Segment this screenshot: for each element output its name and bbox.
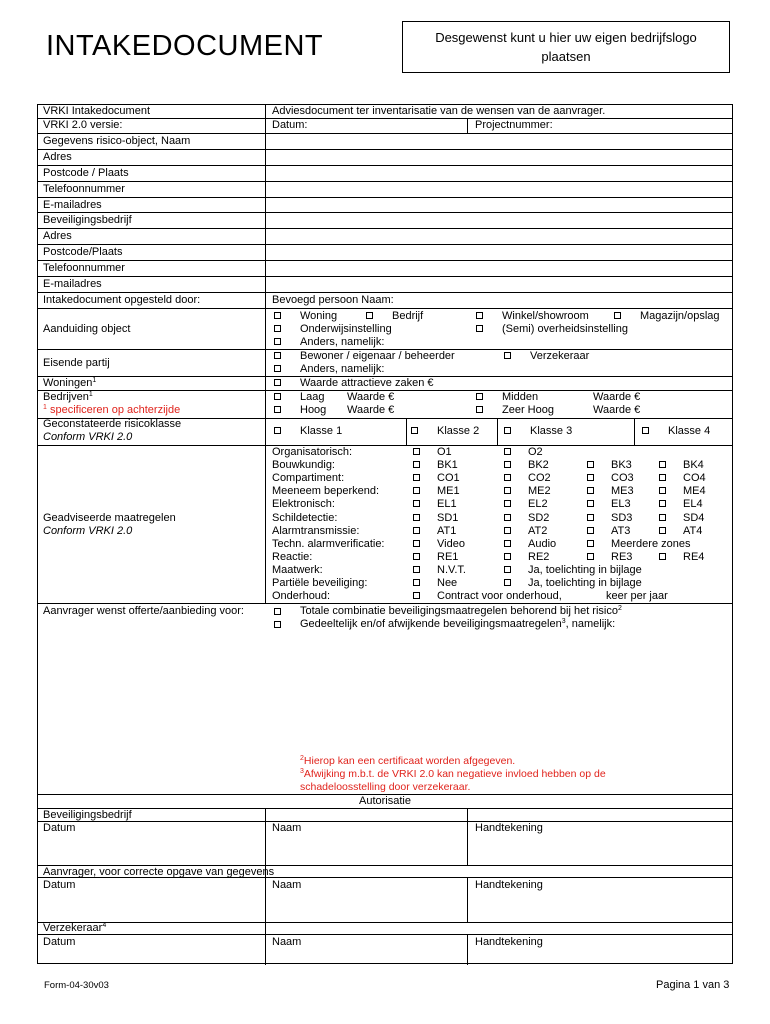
row-line	[38, 133, 732, 134]
bevoegd-persoon-label[interactable]: Bevoegd persoon Naam:	[272, 294, 394, 306]
maatregel-checkbox[interactable]	[659, 500, 666, 507]
checkbox-verzekeraar[interactable]	[504, 352, 511, 359]
row-line	[38, 934, 732, 935]
auth-verzekeraar-handtekening[interactable]: Handtekening	[475, 936, 543, 948]
autorisatie-title: Autorisatie	[359, 795, 411, 807]
maatregel-option: Ja, toelichting in bijlage	[528, 577, 642, 589]
maatregel-option: BK2	[528, 459, 549, 472]
maatregel-option: AT4	[683, 524, 703, 537]
col-divider-k2	[406, 418, 407, 445]
winkel-label: Winkel/showroom	[502, 310, 589, 322]
checkbox-onderwijs[interactable]	[274, 325, 281, 332]
maatregel-checkbox[interactable]	[413, 592, 420, 599]
maatregel-label: Partiële beveiliging:	[272, 577, 368, 589]
offerte-opt1-text: Totale combinatie beveiligingsmaatregelen behorend bij het risico	[300, 605, 618, 617]
checkbox-klasse-4[interactable]	[642, 427, 649, 434]
maatregel-checkbox[interactable]	[587, 514, 594, 521]
midden-label: Midden	[502, 391, 539, 403]
klasse-1-label: Klasse 1	[300, 425, 343, 437]
offerte-opt2-tail: , namelijk:	[565, 618, 616, 630]
hoog-waarde-label: Waarde €	[347, 404, 395, 416]
maatregel-option: Meerdere zones	[611, 537, 691, 550]
maatregel-checkbox[interactable]	[413, 474, 420, 481]
maatregel-checkbox[interactable]	[413, 514, 420, 521]
checkbox-woning[interactable]	[274, 312, 281, 319]
auth-bb-naam[interactable]: Naam	[272, 822, 302, 834]
maatregel-label: Onderhoud:	[272, 590, 331, 603]
col-divider-sig3	[467, 934, 468, 965]
col-divider-k4	[634, 418, 635, 445]
email-label: E-mailadres	[43, 199, 102, 211]
woningen-text: Woningen	[43, 377, 93, 389]
bedrijven-note-text: specificeren op achterzijde	[49, 404, 181, 416]
auth-verzekeraar-naam[interactable]: Naam	[272, 936, 302, 948]
footnote-3-mark: 3	[300, 768, 304, 775]
adres2-label: Adres	[43, 230, 72, 242]
maatregel-option: CO3	[611, 472, 634, 485]
row-line	[38, 922, 732, 923]
maatregel-checkbox[interactable]	[587, 553, 594, 560]
col-divider-k3	[497, 418, 498, 445]
footnote-1-mark: 1	[92, 377, 97, 384]
maatregel-option: ME3	[611, 485, 634, 498]
auth-verzekeraar-label	[43, 922, 106, 935]
klasse-4-label: Klasse 4	[668, 425, 711, 437]
auth-verzekeraar-text: Verzekeraar	[43, 922, 103, 934]
auth-bb-handtekening[interactable]: Handtekening	[475, 822, 543, 834]
maatregel-option: AT2	[528, 524, 548, 537]
row-line	[38, 308, 732, 309]
intake-label: VRKI Intakedocument	[43, 105, 151, 117]
laag-label: Laag	[300, 391, 325, 403]
maatregel-checkbox[interactable]	[587, 540, 594, 547]
maatregel-checkbox[interactable]	[413, 566, 420, 573]
datum-label[interactable]: Datum:	[272, 119, 308, 131]
midden-waarde-label: Waarde €	[593, 391, 641, 403]
risicoklasse-label: Geconstateerde risicoklasse	[43, 418, 182, 430]
maatregel-label: Alarmtransmissie:	[272, 524, 360, 537]
maatregel-option: RE4	[683, 550, 705, 563]
maatregel-checkbox[interactable]	[413, 553, 420, 560]
intake-value: Adviesdocument ter inventarisatie van de wensen van de aanvrager.	[272, 105, 606, 117]
maatregel-checkbox[interactable]	[504, 566, 511, 573]
opgesteld-door-label: Intakedocument opgesteld door:	[43, 294, 201, 306]
maatregel-checkbox[interactable]	[659, 553, 666, 560]
row-line	[38, 244, 732, 245]
maatregel-label: Maatwerk:	[272, 563, 323, 576]
checkbox-winkel[interactable]	[476, 312, 483, 319]
footnote-2-note	[300, 755, 515, 768]
anders-object-label: Anders, namelijk:	[300, 336, 385, 348]
auth-aanvrager-label: Aanvrager, voor correcte opgave van gegevens	[43, 866, 275, 878]
maatregel-option: Contract voor onderhoud,	[437, 590, 562, 603]
maatregel-label: Reactie:	[272, 550, 313, 563]
checkbox-woningen-waarde[interactable]	[274, 379, 281, 386]
laag-waarde-label: Waarde €	[347, 391, 395, 403]
maatregel-checkbox[interactable]	[504, 579, 511, 586]
maatregel-option: CO2	[528, 472, 551, 485]
col-divider-project	[467, 118, 468, 133]
maatregel-option: EL2	[528, 498, 548, 511]
col-divider-auth	[265, 808, 266, 965]
maatregel-checkbox[interactable]	[659, 474, 666, 481]
row-line	[38, 181, 732, 182]
auth-aanvrager-handtekening[interactable]: Handtekening	[475, 879, 543, 891]
offerte-label: Aanvrager wenst offerte/aanbieding voor:	[43, 605, 244, 617]
maatregel-checkbox[interactable]	[413, 500, 420, 507]
footnote-3-mark: 3	[561, 618, 566, 625]
auth-verzekeraar-datum[interactable]: Datum	[43, 936, 76, 948]
logo-placeholder-text: Desgewenst kunt u hier uw eigen bedrijfslogo plaatsen	[435, 30, 697, 64]
overheid-label: (Semi) overheidsinstelling	[502, 323, 628, 335]
row-line	[38, 228, 732, 229]
maatregel-checkbox[interactable]	[504, 461, 511, 468]
maatregel-checkbox[interactable]	[659, 487, 666, 494]
maatregel-checkbox[interactable]	[413, 448, 420, 455]
offerte-opt1	[300, 605, 622, 618]
telefoon2-label: Telefoonnummer	[43, 262, 125, 274]
maatregel-checkbox[interactable]	[504, 474, 511, 481]
postcode2-label: Postcode/Plaats	[43, 246, 123, 258]
maatregel-option: ME1	[437, 485, 460, 498]
maatregel-checkbox[interactable]	[659, 514, 666, 521]
object-name-label: Gegevens risico-object, Naam	[43, 135, 191, 147]
checkbox-overheid[interactable]	[476, 325, 483, 332]
auth-bb-datum[interactable]: Datum	[43, 822, 76, 834]
checkbox-zeer-hoog[interactable]	[476, 406, 483, 413]
woning-label: Woning	[300, 310, 338, 322]
row-line	[38, 149, 732, 150]
maatregel-option: EL4	[683, 498, 703, 511]
maatregel-option: Ja, toelichting in bijlage	[528, 563, 642, 576]
onderwijs-label: Onderwijsinstelling	[300, 323, 392, 335]
row-line	[38, 165, 732, 166]
col-divider-sig1	[467, 808, 468, 865]
maatregel-checkbox[interactable]	[504, 553, 511, 560]
maatregel-option: BK3	[611, 459, 632, 472]
row-line	[38, 603, 732, 604]
checkbox-bedrijf[interactable]	[366, 312, 373, 319]
maatregel-checkbox[interactable]	[587, 500, 594, 507]
footnote-2-mark: 2	[300, 755, 304, 762]
aanduiding-label: Aanduiding object	[43, 323, 131, 335]
auth-aanvrager-datum[interactable]: Datum	[43, 879, 76, 891]
maatregel-option: ME2	[528, 485, 551, 498]
logo-placeholder-box	[402, 21, 730, 73]
maatregel-option: O1	[437, 446, 452, 458]
version-label: VRKI 2.0 versie:	[43, 119, 123, 131]
maatregel-checkbox[interactable]	[659, 527, 666, 534]
checkbox-laag[interactable]	[274, 393, 281, 400]
col-divider-sig2	[467, 877, 468, 922]
footnote-3-text: Afwijking m.b.t. de VRKI 2.0 kan negatieve invloed hebben op de	[303, 768, 606, 780]
maatregel-checkbox[interactable]	[587, 487, 594, 494]
maatregel-option: CO4	[683, 472, 706, 485]
row-line	[38, 445, 732, 446]
offerte-opt2	[300, 618, 615, 631]
anders-partij-label: Anders, namelijk:	[300, 363, 385, 375]
maatregel-option: RE2	[528, 550, 550, 563]
row-line	[38, 197, 732, 198]
row-line	[38, 118, 732, 119]
email2-label: E-mailadres	[43, 278, 102, 290]
footnote-2-text: Hierop kan een certificaat worden afgegeven.	[303, 755, 516, 767]
maatregel-option: Video	[437, 537, 465, 550]
maatregel-label: Organisatorisch:	[272, 446, 353, 458]
maatregel-label: Compartiment:	[272, 472, 345, 485]
auth-aanvrager-naam[interactable]: Naam	[272, 879, 302, 891]
maatregel-option: CO1	[437, 472, 460, 485]
maatregel-label: Elektronisch:	[272, 498, 335, 511]
footnote-3-note-cont: schadeloosstelling door verzekeraar.	[300, 781, 471, 793]
zeer-hoog-waarde-label: Waarde €	[593, 404, 641, 416]
klasse-2-label: Klasse 2	[437, 425, 480, 437]
maatregel-checkbox[interactable]	[413, 487, 420, 494]
bedrijven-label	[43, 391, 93, 404]
woningen-waarde-label: Waarde attractieve zaken €	[300, 377, 434, 389]
checkbox-totale-combinatie[interactable]	[274, 608, 281, 615]
footnote-1-mark: 1	[88, 391, 93, 398]
maatregel-option: SD2	[528, 511, 550, 524]
checkbox-magazijn[interactable]	[614, 312, 621, 319]
woningen-label	[43, 377, 96, 390]
postcode-label: Postcode / Plaats	[43, 167, 129, 179]
maatregel-option: SD4	[683, 511, 705, 524]
checkbox-bewoner[interactable]	[274, 352, 281, 359]
maatregel-option: AT1	[437, 524, 457, 537]
checkbox-anders-partij[interactable]	[274, 365, 281, 372]
verzekeraar-label: Verzekeraar	[530, 350, 590, 362]
maatregel-label: Schildetectie:	[272, 511, 338, 524]
maatregel-checkbox[interactable]	[413, 540, 420, 547]
project-label[interactable]: Projectnummer:	[475, 119, 553, 131]
maatregel-checkbox[interactable]	[587, 461, 594, 468]
maatregel-option: AT3	[611, 524, 631, 537]
risicoklasse-conform: Conform VRKI 2.0	[43, 431, 133, 443]
checkbox-klasse-1[interactable]	[274, 427, 281, 434]
maatregel-option: Audio	[528, 537, 557, 550]
footnote-2-mark: 2	[617, 605, 622, 612]
footnote-1-mark: 1	[43, 404, 47, 411]
maatregel-option: RE1	[437, 550, 459, 563]
maatregel-option: EL1	[437, 498, 457, 511]
col-divider-main	[265, 105, 266, 603]
maatregel-checkbox[interactable]	[413, 579, 420, 586]
beveiligingsbedrijf-label: Beveiligingsbedrijf	[43, 214, 132, 226]
maatregelen-label: Geadviseerde maatregelen	[43, 512, 176, 524]
row-line	[38, 212, 732, 213]
footnote-3-note	[300, 768, 606, 781]
row-line	[38, 276, 732, 277]
bewoner-label: Bewoner / eigenaar / beheerder	[300, 350, 455, 362]
maatregel-checkbox[interactable]	[504, 487, 511, 494]
maatregel-option: RE3	[611, 550, 633, 563]
maatregel-checkbox[interactable]	[659, 461, 666, 468]
maatregel-label: Bouwkundig:	[272, 459, 335, 472]
intake-form-table	[37, 104, 733, 964]
checkbox-klasse-2[interactable]	[411, 427, 418, 434]
maatregel-checkbox[interactable]	[504, 540, 511, 547]
checkbox-midden[interactable]	[476, 393, 483, 400]
maatregel-checkbox[interactable]	[587, 474, 594, 481]
maatregel-checkbox[interactable]	[504, 514, 511, 521]
checkbox-hoog[interactable]	[274, 406, 281, 413]
maatregel-option: ME4	[683, 485, 706, 498]
maatregel-option: SD1	[437, 511, 459, 524]
maatregel-label: Techn. alarmverificatie:	[272, 537, 385, 550]
zeer-hoog-label: Zeer Hoog	[502, 404, 554, 416]
eisende-label: Eisende partij	[43, 357, 110, 369]
maatregel-option: BK4	[683, 459, 704, 472]
checkbox-klasse-3[interactable]	[504, 427, 511, 434]
magazijn-label: Magazijn/opslag	[640, 310, 720, 322]
form-id: Form-04-30v03	[44, 980, 109, 991]
maatregel-checkbox[interactable]	[504, 527, 511, 534]
document-title: INTAKEDOCUMENT	[46, 30, 324, 62]
adres-label: Adres	[43, 151, 72, 163]
maatregel-checkbox[interactable]	[504, 448, 511, 455]
hoog-label: Hoog	[300, 404, 327, 416]
maatregel-checkbox[interactable]	[413, 527, 420, 534]
row-line	[38, 821, 732, 822]
klasse-3-label: Klasse 3	[530, 425, 573, 437]
maatregel-option: N.V.T.	[437, 563, 466, 576]
row-line	[38, 808, 732, 809]
checkbox-gedeeltelijk[interactable]	[274, 621, 281, 628]
maatregel-option: BK1	[437, 459, 458, 472]
maatregel-checkbox[interactable]	[413, 461, 420, 468]
maatregel-option: SD3	[611, 511, 633, 524]
page-number: Pagina 1 van 3	[656, 979, 730, 991]
maatregel-option: O2	[528, 446, 543, 458]
auth-bb-label: Beveiligingsbedrijf	[43, 809, 132, 821]
row-line	[38, 260, 732, 261]
maatregel-option: Nee	[437, 577, 458, 589]
bedrijven-note	[43, 404, 180, 417]
bedrijven-text: Bedrijven	[43, 391, 89, 403]
footnote-4-mark: 4	[102, 922, 107, 929]
maatregel-checkbox[interactable]	[504, 500, 511, 507]
maatregel-option: EL3	[611, 498, 631, 511]
checkbox-anders-object[interactable]	[274, 338, 281, 345]
maatregel-option: keer per jaar	[606, 590, 668, 603]
telefoon-label: Telefoonnummer	[43, 183, 125, 195]
row-line	[38, 292, 732, 293]
bedrijf-label: Bedrijf	[392, 310, 424, 322]
maatregel-checkbox[interactable]	[587, 527, 594, 534]
maatregel-label: Meeneem beperkend:	[272, 485, 380, 498]
offerte-opt2-text: Gedeeltelijk en/of afwijkende beveiligingsmaatregelen	[300, 618, 562, 630]
maatregelen-conform: Conform VRKI 2.0	[43, 525, 133, 537]
